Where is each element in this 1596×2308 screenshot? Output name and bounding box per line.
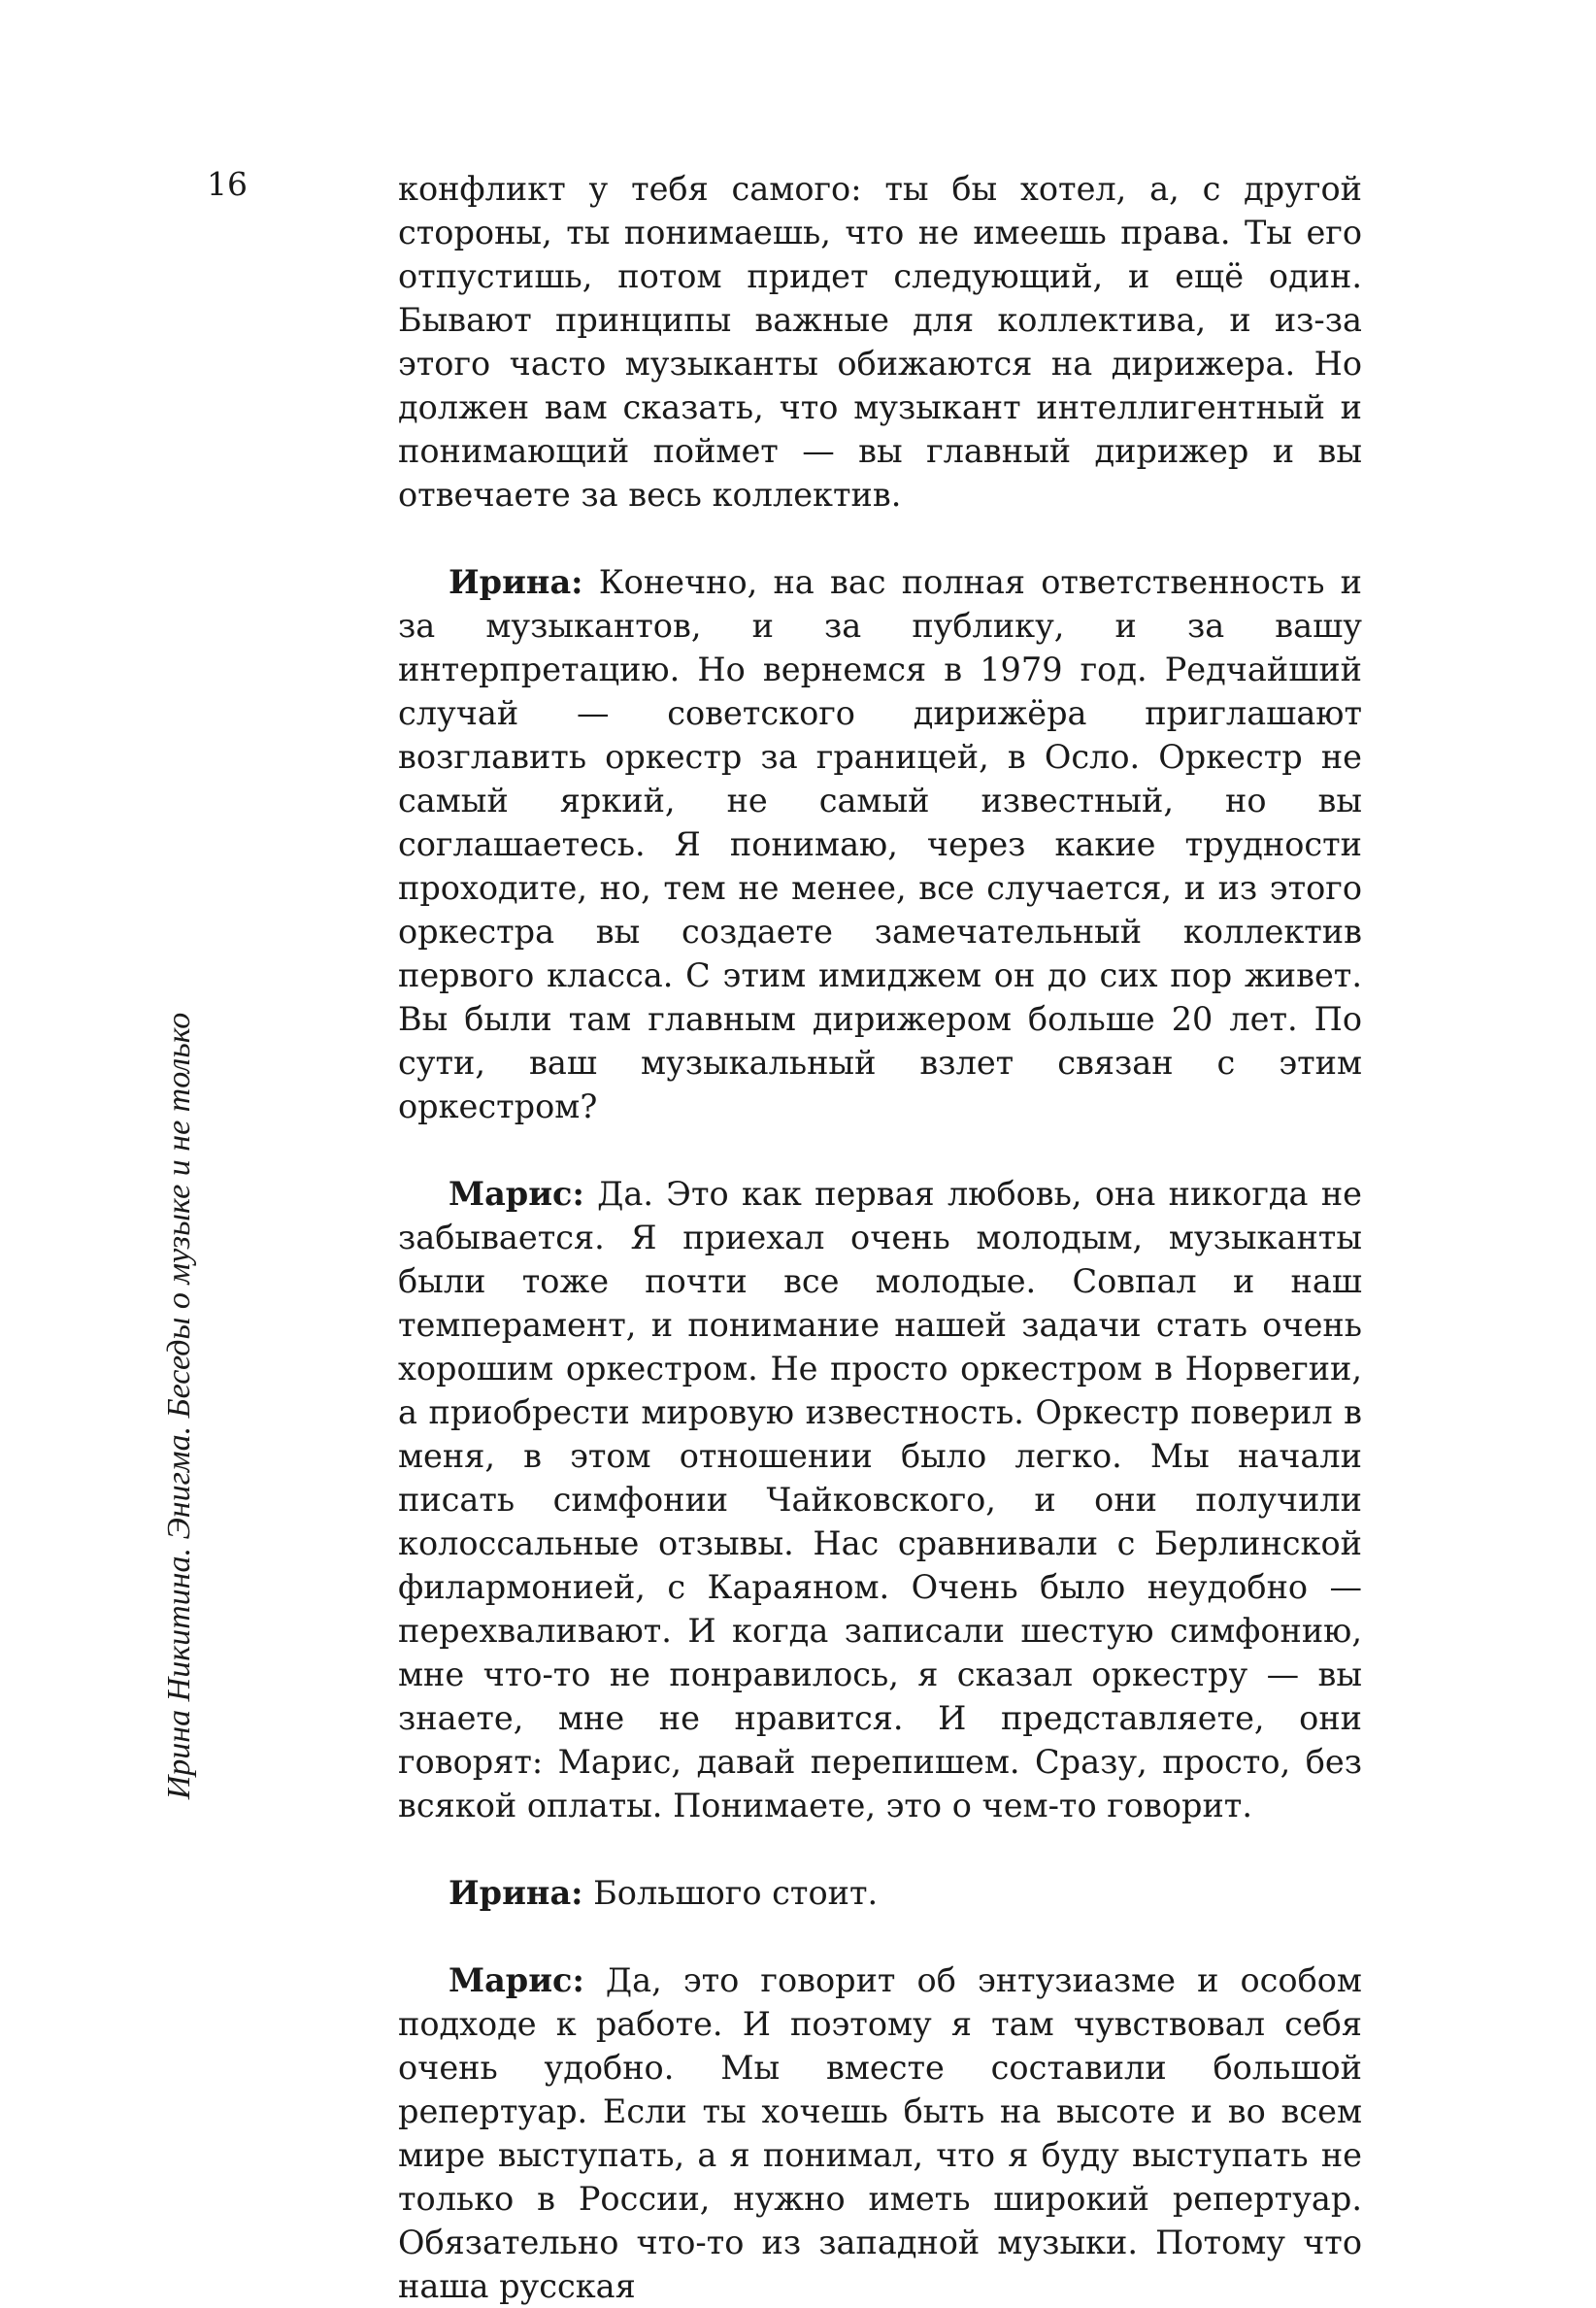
paragraph-continuation: [398, 167, 1362, 517]
speaker-label: Марис:: [449, 1175, 584, 1213]
paragraph-maris-1: [398, 1172, 1362, 1827]
paragraph-irina-2: [398, 1871, 1362, 1915]
paragraph-text: Конечно, на вас полная ответственность и за музыкантов, и за публику, и за вашу интерпретацию. Но вернемся в 1979 год. Редчайший случай — советского дирижёра приглашают возглавить оркестр за границей, в Осло. Оркестр не самый яркий, не самый известный, но вы соглашаетесь. Я понимаю, через какие трудности проходите, но, тем не менее, все случается, и из этого оркестра вы создаете замечательный коллектив первого класса. С этим имиджем он до сих пор живет. Вы были там главным дирижером больше 20 лет. По сути, ваш музыкальный взлет связан с этим оркестром?: [398, 563, 1362, 1125]
paragraph-text: конфликт у тебя самого: ты бы хотел, а, с другой стороны, ты понимаешь, что не имеешь права. Ты его отпустишь, потом придет следующий, и ещё один. Бывают принципы важные для коллектива, и из-за этого часто музыканты обижаются на дирижера. Но должен вам сказать, что музыкант интеллигентный и понимающий поймет — вы главный дирижер и вы отвечаете за весь коллектив.: [398, 170, 1362, 514]
paragraph-maris-2: [398, 1958, 1362, 2308]
paragraph-text: Да. Это как первая любовь, она никогда не забывается. Я приехал очень молодым, музыканты были тоже почти все молодые. Совпал и наш темперамент, и понимание нашей задачи стать очень хорошим оркестром. Не просто оркестром в Норвегии, а приобрести мировую известность. Оркестр поверил в меня, в этом отношении было легко. Мы начали писать симфонии Чайковского, и они получили колоссальные отзывы. Нас сравнивали с Берлинской филармонией, с Караяном. Очень было неудобно — перехваливают. И когда записали шестую симфонию, мне что-то не понравилось, я сказал оркестру — вы знаете, мне не нравится. И представляете, они говорят: Марис, давай перепишем. Сразу, просто, без всякой оплаты. Понимаете, это о чем-то говорит.: [398, 1175, 1362, 1824]
speaker-label: Ирина:: [449, 563, 583, 601]
page-number: 16: [207, 165, 248, 203]
speaker-label: Марис:: [449, 1961, 584, 1999]
paragraph-text: Большого стоит.: [582, 1874, 879, 1912]
text-body: [398, 167, 1362, 2308]
running-title: Ирина Никитина. Энигма. Беседы о музыке и не только: [161, 1012, 197, 1800]
speaker-label: Ирина:: [449, 1874, 583, 1912]
paragraph-irina-1: [398, 560, 1362, 1128]
paragraph-text: Да, это говорит об энтузиазме и особом подходе к работе. И поэтому я там чувствовал себя очень удобно. Мы вместе составили большой репертуар. Если ты хочешь быть на высоте и во всем мире выступать, а я понимал, что я буду выступать не только в России, нужно иметь широкий репертуар. Обязательно что-то из западной музыки. Потому что наша русская: [398, 1961, 1362, 2305]
